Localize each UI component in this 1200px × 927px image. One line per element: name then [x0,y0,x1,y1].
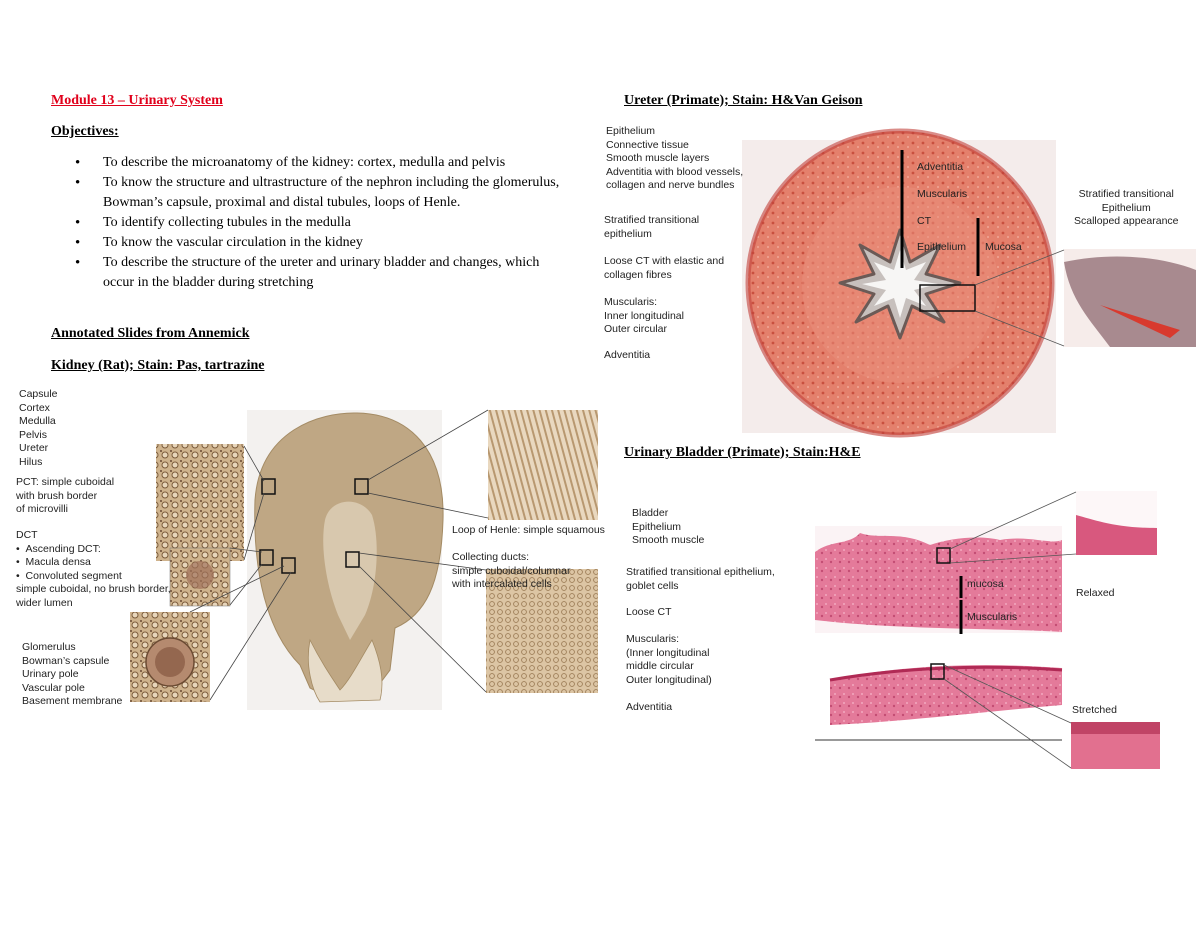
ureter-zoom-caption: Stratified transitional Epithelium Scalloped appearance [1074,188,1179,227]
bladder-loose-ct-label: Loose CT [626,606,672,618]
micrograph-loop-of-henle [488,410,598,520]
bladder-muscularis-label: Muscularis: (Inner longitudinal middle circular Outer longitudinal) [626,633,712,686]
list-item: • To know the structure and ultrastructure of the nephron including the glomerulus, Bowman’s capsule, proximal and distal tubules, loops of Henle. [51,173,571,213]
bladder-inset-mucosa: mucosa [967,578,1004,590]
ureter-adventitia-label: Adventitia [604,349,651,361]
list-item: • To identify collecting tubules in the medulla [51,213,571,233]
bladder-adventitia-label: Adventitia [626,701,673,713]
objectives-heading: Objectives: [51,124,119,139]
ureter-inset-ct: CT [917,215,931,227]
ureter-loose-ct-label: Loose CT with elastic and collagen fibres [604,255,725,281]
kidney-regions-label: Capsule Cortex Medulla Pelvis Ureter Hilus [19,388,58,468]
bladder-inset-muscularis: Muscularis [967,611,1018,623]
pct-label: PCT: simple cuboidal with brush border of microvilli [16,476,115,515]
bladder-epithelium-label: Stratified transitional epithelium, goblet cells [626,566,775,592]
ureter-inset-adventitia: Adventitia [917,161,964,173]
ureter-inset-muscularis: Muscularis [917,188,968,200]
ureter-heading: Ureter (Primate); Stain: H&Van Geison [624,93,863,108]
bladder-stretched-label: Stretched [1072,704,1117,716]
kidney-heading: Kidney (Rat); Stain: Pas, tartrazine [51,358,265,373]
glomerulus-label: Glomerulus Bowman’s capsule Urinary pole Vascular pole Basement membrane [22,641,123,707]
bladder-layers-label: Bladder Epithelium Smooth muscle [632,507,705,546]
ureter-inset-epithelium: Epithelium [917,241,967,253]
bladder-relaxed-label: Relaxed [1076,587,1115,599]
list-item: • To describe the microanatomy of the kidney: cortex, medulla and pelvis [51,153,571,173]
loop-of-henle-label: Loop of Henle: simple squamous [452,524,605,536]
ureter-epithelium-label: Stratified transitional epithelium [604,214,700,240]
dct-label: DCT • Ascending DCT: • Macula densa • Convoluted segment simple cuboidal, no brush border, wider lumen [16,529,171,609]
list-item: • To know the vascular circulation in the kidney [51,233,571,253]
collecting-ducts-label: Collecting ducts: simple cuboidal/columnar with intercalated cells [452,551,571,590]
bladder-heading: Urinary Bladder (Primate); Stain:H&E [624,445,861,460]
ureter-muscularis-label: Muscularis: Inner longitudinal Outer circular [604,296,684,335]
annotated-heading: Annotated Slides from Annemick [51,326,250,341]
ureter-inset-mucosa: Mucosa [985,241,1022,253]
ureter-layers-label: Epithelium Connective tissue Smooth muscle layers Adventitia with blood vessels, collagen and nerve bundles [606,125,744,191]
module-title: Module 13 – Urinary System [51,93,223,108]
list-item: • To describe the structure of the ureter and urinary bladder and changes, which occur in the bladder during stretching [51,253,571,293]
